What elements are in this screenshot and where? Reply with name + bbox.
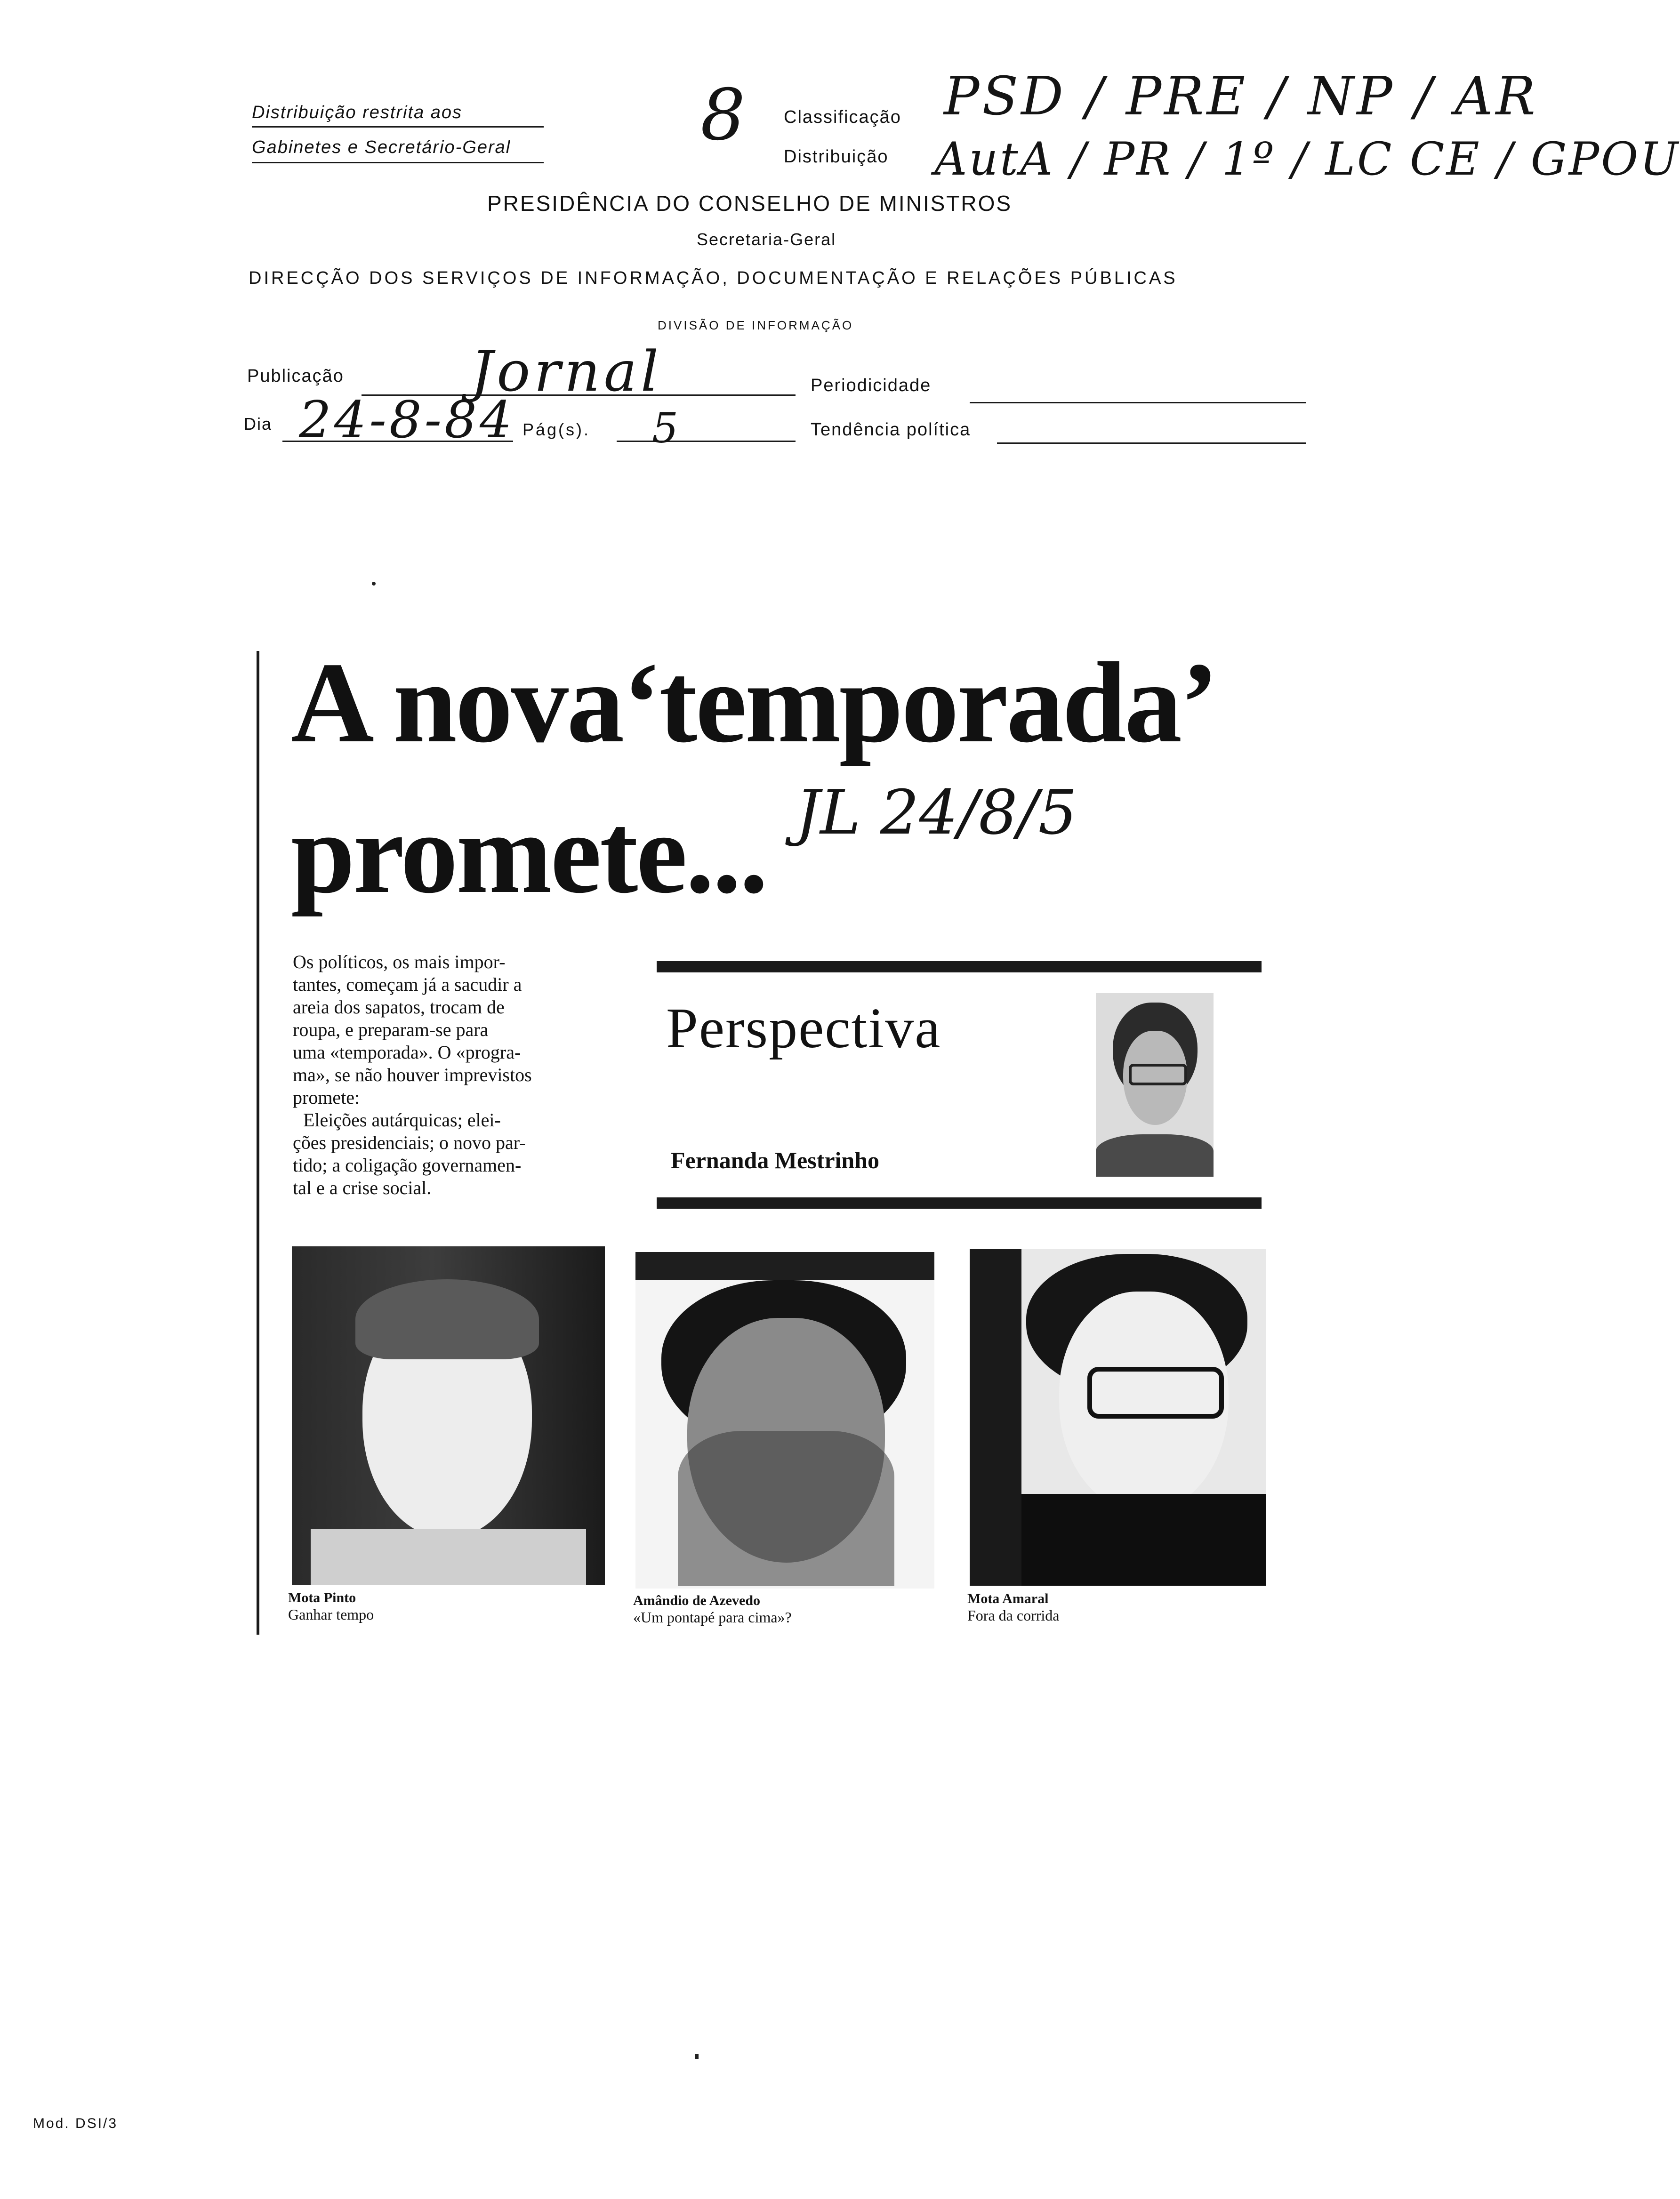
presidency-title: PRESIDÊNCIA DO CONSELHO DE MINISTROS [487,191,1013,216]
speck [372,582,376,586]
form-code: Mod. DSI/3 [33,2116,118,2131]
periodicity-field-line [970,402,1306,403]
lead-line: ções presidenciais; o novo par- [293,1132,526,1153]
photo-3-caption: Fora da corrida [967,1607,1060,1624]
author-photo [1096,993,1214,1177]
author-photo-shoulders [1096,1134,1214,1177]
author-photo-glasses [1129,1064,1187,1085]
column-bottom-rule [657,1197,1262,1209]
distribution-label: Distribuição [784,147,889,167]
lead-line: uma «temporada». O «progra- [293,1042,521,1063]
column-author: Fernanda Mestrinho [671,1147,880,1173]
secretariat-title: Secretaria-Geral [697,230,836,249]
photo-2-name: Amândio de Azevedo [633,1593,760,1608]
publication-value: Jornal [471,339,662,404]
day-label: Dia [244,414,273,433]
lead-line: Os políticos, os mais impor- [293,951,506,972]
lead-line: areia dos sapatos, trocam de [293,996,505,1018]
headline-line2: promete... [291,789,766,917]
speck [695,2054,699,2059]
photo-2-top-band [635,1252,934,1280]
directorate-title: DIRECÇÃO DOS SERVIÇOS DE INFORMAÇÃO, DOCUMENTAÇÃO E RELAÇÕES PÚBLICAS [249,268,1178,288]
lead-line: promete: [293,1087,360,1108]
day-value: 24-8-84 [299,391,515,449]
column-title: Perspectiva [666,996,941,1060]
lead-line: roupa, e preparam-se para [293,1019,489,1040]
photo-2-shadow [678,1431,894,1586]
tendency-label: Tendência política [811,420,971,440]
lead-line: Eleições autárquicas; elei- [303,1109,501,1131]
photo-3-glasses [1087,1367,1224,1419]
photo-3-suit [1021,1494,1266,1586]
lead-paragraph [293,951,603,1199]
lead-line: tal e a crise social. [293,1177,432,1198]
headline-line1: A nova‘temporada’ [291,639,1217,766]
pages-label: Pág(s). [522,420,591,439]
photo-3-dark-left [970,1249,1021,1586]
photo-1-shirt [311,1529,586,1585]
headline-annotation: JL 24/8/5 [796,777,1077,848]
politician-photo-1 [292,1246,605,1585]
photo-1-caption: Ganhar tempo [288,1606,374,1623]
restricted-distribution-line1: Distribuição restrita aos [252,103,463,122]
column-top-rule [657,961,1262,972]
photo-3-name: Mota Amaral [967,1591,1049,1606]
photo-1-name: Mota Pinto [288,1590,356,1605]
lead-line: tantes, começam já a sacudir a [293,974,522,995]
pages-value: 5 [652,404,678,452]
publication-label: Publicação [247,366,344,386]
restricted-underline-2 [252,162,544,163]
classification-label: Classificação [784,107,901,127]
politician-photo-2 [635,1252,934,1589]
photo-1-hair [355,1279,539,1359]
photo-2-caption: «Um pontapé para cima»? [633,1609,792,1626]
politician-photo-3 [970,1249,1266,1586]
lead-line: tido; a coligação governamen- [293,1155,522,1176]
classification-value: PSD / PRE / NP / AR [944,66,1538,127]
periodicity-label: Periodicidade [811,376,932,395]
lead-line: ma», se não houver imprevistos [293,1064,532,1085]
restricted-distribution-line2: Gabinetes e Secretário-Geral [252,137,511,157]
handwritten-number: 8 [700,74,746,156]
division-title: DIVISÃO DE INFORMAÇÃO [658,318,854,332]
tendency-field-line [997,442,1306,444]
distribution-value: AutA / PR / 1º / LC CE / GPOU [934,133,1680,185]
restricted-underline-1 [252,126,544,128]
pages-field-line [617,441,796,442]
article-left-rule [257,651,259,1635]
